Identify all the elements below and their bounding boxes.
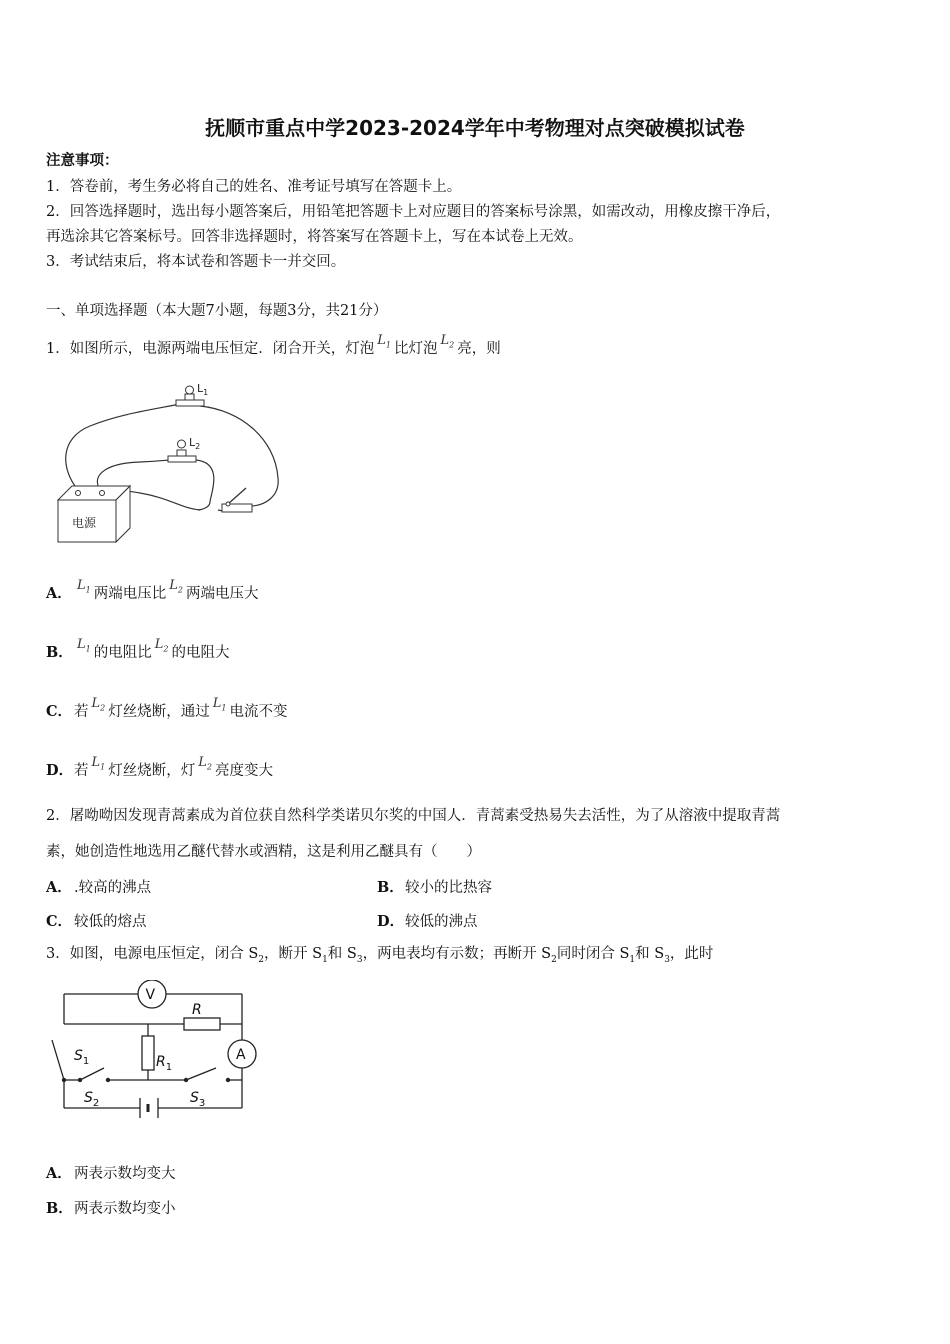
svg-text:S1: $S_1$ (74, 1048, 90, 1067)
notice-item: 2．回答选择题时，选出每小题答案后，用铅笔把答题卡上对应题目的答案标号涂黑，如需改动，用橡皮擦干净后， (46, 204, 781, 220)
switch-s2 (64, 1068, 110, 1109)
power-source-label: 电源 (72, 516, 97, 530)
symbol-l2: $L_2$ (440, 333, 455, 350)
switch (222, 488, 252, 512)
lamp-l2 (168, 436, 200, 462)
q1-option-b[interactable]: B． $L_1$ 的电阻比$L_2$ 的电阻大 (46, 637, 230, 661)
section-heading: 一、单项选择题（本大题7小题，每题3分，共21分） (46, 303, 388, 319)
question-2-stem-line1: 2．屠呦呦因发现青蒿素成为首位获自然科学类诺贝尔奖的中国人．青蒿素受热易失去活性，为了从溶液中提取青蒿 (46, 808, 781, 824)
svg-text:R: R (192, 1002, 202, 1018)
notice-heading: 注意事项： (46, 152, 119, 169)
q3-option-b[interactable]: B．两表示数均变小 (46, 1200, 176, 1217)
voltmeter (138, 980, 166, 1008)
svg-text:S3: $S_3$ (190, 1090, 206, 1109)
symbol-l1: $L_1$ (377, 333, 391, 350)
q2-option-b[interactable]: B．较小的比热容 (377, 879, 492, 896)
page-title: 抚顺市重点中学2023-2024学年中考物理对点突破模拟试卷 (205, 116, 745, 140)
svg-text:A: A (236, 1047, 246, 1063)
circuit-figure-1 (50, 378, 290, 548)
notice-item: 再选涂其它答案标号。回答非选择题时，将答案写在答题卡上，写在本试卷上无效。 (46, 229, 583, 245)
notice-item: 3．考试结束后，将本试卷和答题卡一并交回。 (46, 254, 346, 270)
power-source-box (58, 486, 130, 542)
question-3-stem: 3．如图，电源电压恒定，闭合 $S_2$，断开 $S_1$和 $S_3$，两电表均有示数；再断开 $S_2$同时闭合 $S_1$和 $S_3$，此时 (46, 946, 714, 965)
svg-text:V: V (145, 987, 156, 1003)
q2-option-c[interactable]: C． 较低的熔点 (46, 913, 147, 930)
q2-option-a[interactable]: A． .较高的沸点 (46, 879, 152, 896)
question-2-stem-line2: 素，她创造性地选用乙醚代替水或酒精，这是利用乙醚具有（ ） (46, 844, 481, 860)
lamp-l1-label: $L_1$ (197, 382, 209, 397)
q1-option-c[interactable]: C． 若$L_2$ 灯丝烧断，通过$L_1$ 电流不变 (46, 696, 288, 720)
resistor-r (184, 1002, 220, 1030)
q2-option-d[interactable]: D．较低的沸点 (377, 913, 478, 930)
q1-option-a[interactable]: A． $L_1$ 两端电压比$L_2$ 两端电压大 (46, 578, 259, 602)
switch-s3 (184, 1068, 230, 1109)
svg-text:S2: $S_2$ (84, 1090, 100, 1109)
svg-text:R1: $R_1$ (156, 1054, 173, 1073)
ammeter (228, 1040, 256, 1068)
lamp-l2-label: $L_2$ (189, 436, 201, 451)
battery (140, 1098, 158, 1118)
resistor-r1 (142, 1036, 172, 1073)
q3-option-a[interactable]: A． 两表示数均变大 (46, 1165, 176, 1182)
notice-item: 1．答卷前，考生务必将自己的姓名、准考证号填写在答题卡上。 (46, 179, 462, 195)
circuit-figure-3 (40, 980, 270, 1128)
switch-s1 (52, 1040, 89, 1082)
q1-option-d[interactable]: D．若$L_1$ 灯丝烧断，灯$L_2$ 亮度变大 (46, 755, 273, 779)
lamp-l1 (176, 382, 208, 406)
question-1-stem: 1．如图所示，电源两端电压恒定．闭合开关，灯泡$L_1$ 比灯泡$L_2$ 亮，则 (46, 333, 501, 357)
